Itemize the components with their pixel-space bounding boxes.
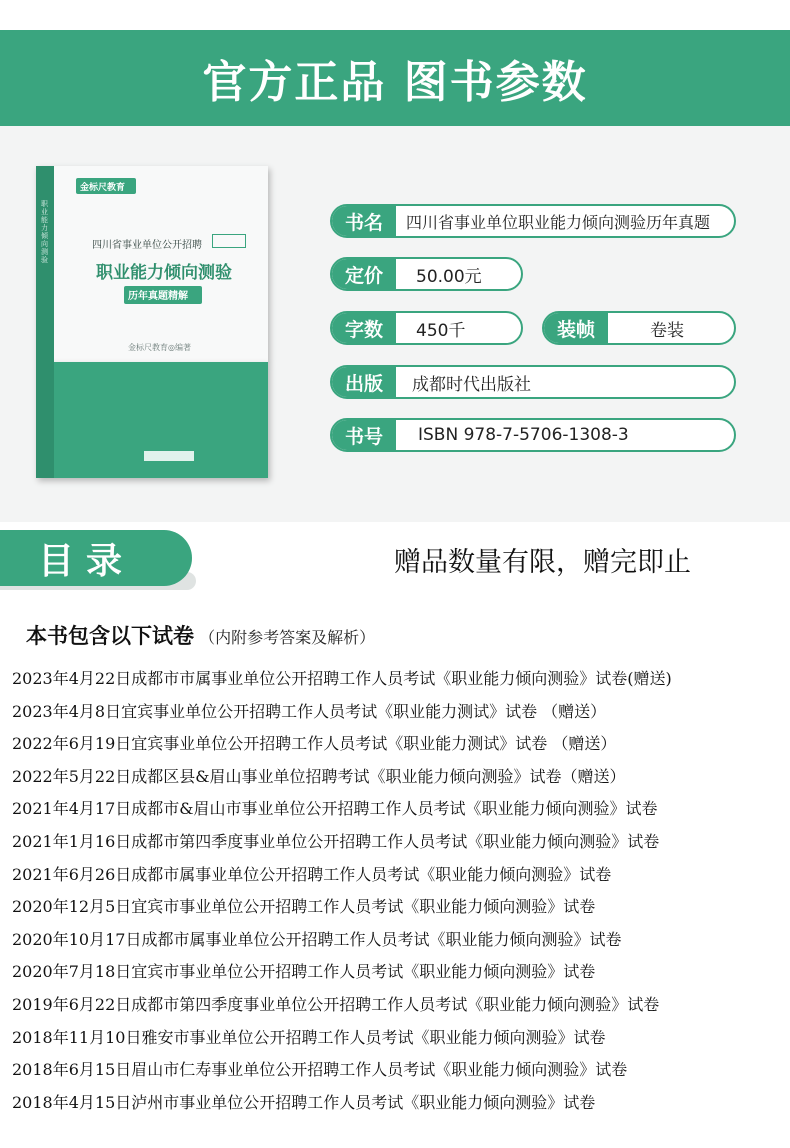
paper-item: 2020年12月5日宜宾市事业单位公开招聘工作人员考试《职业能力倾向测验》试卷 [12,897,596,917]
paper-item: 2018年4月15日泸州市事业单位公开招聘工作人员考试《职业能力倾向测验》试卷 [12,1092,596,1112]
book-cover-image [36,166,268,478]
spec-words-label: 字数 [332,313,396,343]
book-cover-title: 职业能力倾向测验 [96,263,232,283]
contains-heading-sub: （内附参考答案及解析） [199,628,376,647]
book-cover-line1: 四川省事业单位公开招聘 [92,240,202,251]
paper-item: 2021年4月17日成都市&眉山市事业单位公开招聘工作人员考试《职业能力倾向测验》试卷 [12,799,658,819]
book-cover-subtitle: 历年真题精解 [128,291,188,302]
spec-price-value: 50.00元 [416,266,482,287]
contains-heading-main: 本书包含以下试卷 [26,623,194,648]
paper-item: 2023年4月8日宜宾事业单位公开招聘工作人员考试《职业能力测试》试卷 （赠送） [12,701,607,721]
header-banner [0,30,790,126]
spec-binding-label: 装帧 [544,313,608,343]
spec-binding-row [542,311,736,345]
header-title: 官方正品 图书参数 [202,57,588,108]
papers-list [12,663,788,1119]
book-cover-tag [212,234,246,248]
spec-title-row [330,204,736,238]
spec-title-value: 四川省事业单位职业能力倾向测验历年真题 [406,212,711,232]
spec-publisher-label: 出版 [332,367,396,397]
spec-price-row [330,257,523,291]
spec-words-row [330,311,523,345]
spec-publisher-value: 成都时代出版社 [412,374,531,395]
toc-tab [0,530,192,586]
spec-isbn-row [330,418,736,452]
spec-title-label: 书名 [332,206,396,236]
spec-words-value: 450千 [416,320,466,341]
book-cover-publisher-mark [144,451,194,461]
paper-item: 2020年7月18日宜宾市事业单位公开招聘工作人员考试《职业能力倾向测验》试卷 [12,962,596,982]
toc-tab-label: 目录 [38,540,135,582]
spec-isbn-value: ISBN 978-7-5706-1308-3 [418,425,629,445]
paper-item: 2021年6月26日成都市属事业单位公开招聘工作人员考试《职业能力倾向测验》试卷 [12,864,612,884]
paper-item: 2023年4月22日成都市市属事业单位公开招聘工作人员考试《职业能力倾向测验》试卷(赠送) [12,669,672,688]
contains-heading [26,620,375,650]
paper-item: 2022年5月22日成都区县&眉山事业单位招聘考试《职业能力倾向测验》试卷（赠送） [12,766,626,786]
paper-item: 2018年6月15日眉山市仁寿事业单位公开招聘工作人员考试《职业能力倾向测验》试卷 [12,1060,628,1080]
paper-item: 2021年1月16日成都市第四季度事业单位公开招聘工作人员考试《职业能力倾向测验》试卷 [12,831,660,851]
spec-binding-value: 卷装 [650,320,684,341]
book-spine-text: 职业能力倾向测验 [41,200,48,264]
paper-item: 2019年6月22日成都市第四季度事业单位公开招聘工作人员考试《职业能力倾向测验》试卷 [12,994,660,1014]
paper-item: 2022年6月19日宜宾事业单位公开招聘工作人员考试《职业能力测试》试卷 （赠送） [12,734,617,754]
book-logo-text: 金标尺教育 [80,183,126,193]
spec-isbn-label: 书号 [332,420,396,450]
book-specs-section [0,126,790,522]
gift-note: 赠品数量有限，赠完即止 [394,547,691,578]
spec-publisher-row [330,365,736,399]
paper-item: 2020年10月17日成都市属事业单位公开招聘工作人员考试《职业能力倾向测验》试卷 [12,929,622,949]
spec-price-label: 定价 [332,259,396,289]
paper-item: 2018年11月10日雅安市事业单位公开招聘工作人员考试《职业能力倾向测验》试卷 [12,1027,606,1047]
book-cover-author: 金标尺教育◎编著 [128,343,191,352]
